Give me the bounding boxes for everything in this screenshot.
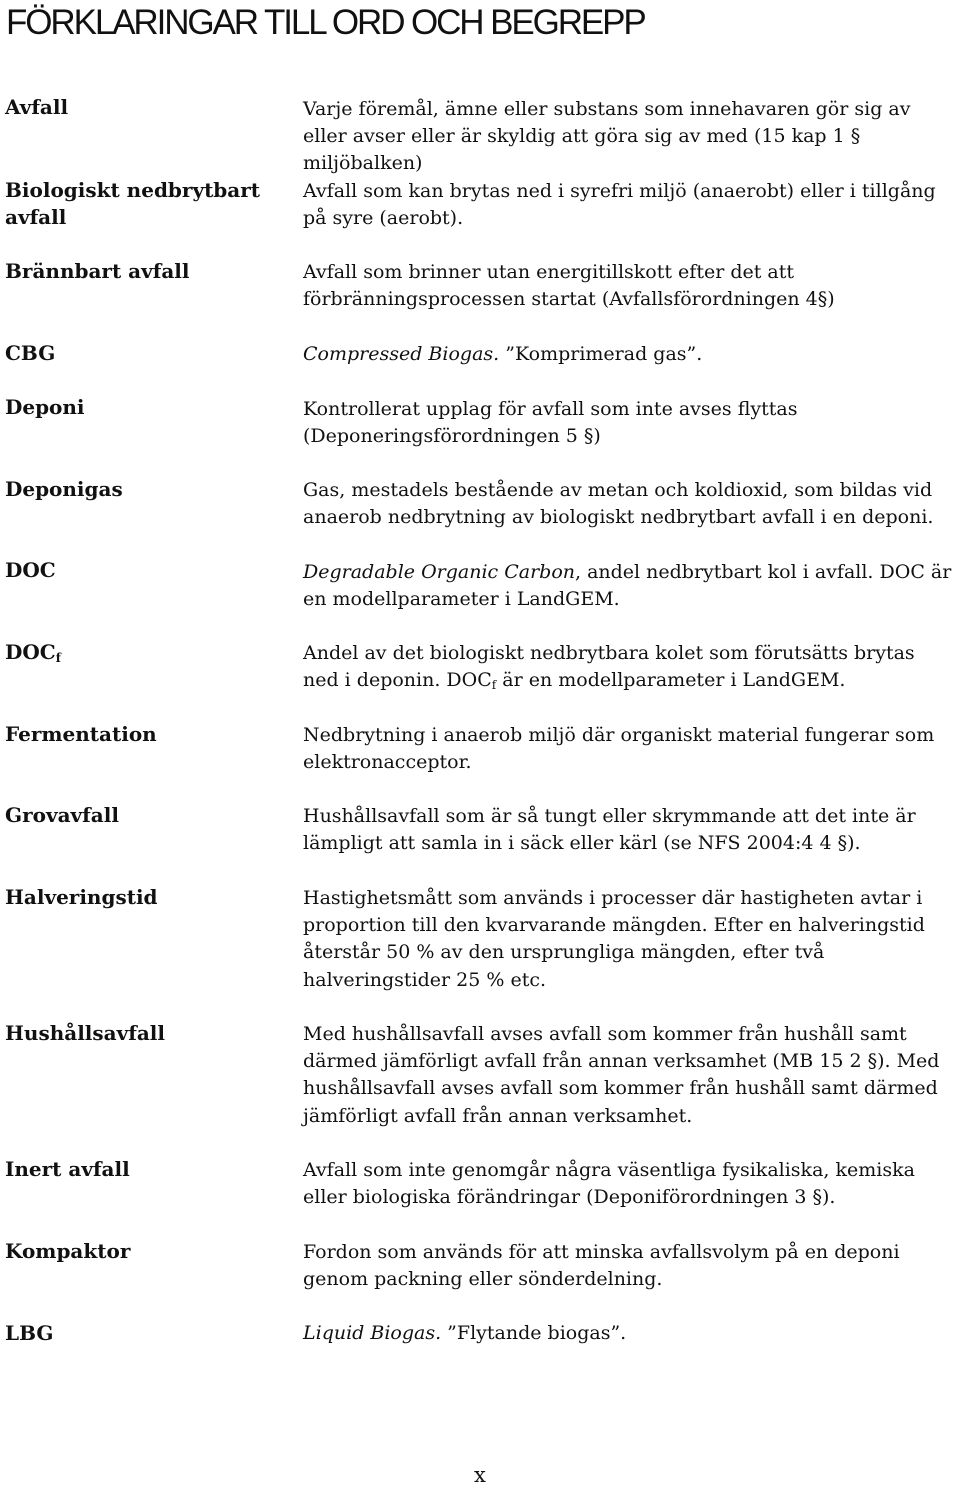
definition-hushallsavfall: Med hushållsavfall avses avfall som kommer från hushåll samt därmed jämförligt avfall från annan verksamhet (MB 15 2 §). Med hushållsavfall avses avfall som kommer från hushåll samt därmed jämförligt avfall från annan verksamhet. xyxy=(303,1023,940,1127)
definition-biologiskt-nedbrytbart-avfall: Avfall som kan brytas ned i syrefri miljö (anaerobt) eller i tillgång på syre (aerobt). xyxy=(303,180,936,230)
term-biologiskt-nedbrytbart-avfall: Biologiskt nedbrytbart avfall xyxy=(5,178,261,229)
definition-doc-italic: Degradable Organic Carbon xyxy=(303,561,575,583)
definition-halveringstid: Hastighetsmått som används i processer där hastigheten avtar i proportion till den kvarvarande mängden. Efter en halveringstid återstår 50 % av den ursprungliga mängden, efter två halveringstider 25 % etc. xyxy=(303,887,925,991)
term-docf-base: DOC xyxy=(5,640,56,664)
definition-lbg xyxy=(303,1320,953,1347)
definition-docf-subscript: f xyxy=(491,678,497,693)
term-docf-subscript: f xyxy=(55,651,61,665)
definition-deponigas: Gas, mestadels bestående av metan och koldioxid, som bildas vid anaerob nedbrytning av biologiskt nedbrytbart avfall i en deponi. xyxy=(303,479,934,529)
definition-docf xyxy=(303,640,953,699)
definition-doc xyxy=(303,559,953,613)
definition-kompaktor: Fordon som används för att minska avfallsvolym på en deponi genom packning eller sönderdelning. xyxy=(303,1241,900,1291)
definition-inert-avfall: Avfall som inte genomgår några väsentliga fysikaliska, kemiska eller biologiska förändringar (Deponiförordningen 3 §). xyxy=(303,1159,915,1209)
page-title: FÖRKLARINGAR TILL ORD OCH BEGREPP xyxy=(6,3,645,42)
definition-cbg-italic: Compressed Biogas. xyxy=(303,343,500,365)
definition-lbg-italic: Liquid Biogas. xyxy=(303,1322,442,1344)
definition-doc-text: , andel nedbrytbart kol i avfall. DOC är en modellparameter i LandGEM. xyxy=(303,561,952,611)
term-fermentation: Fermentation xyxy=(5,722,157,746)
definition-cbg xyxy=(303,341,953,368)
term-docf xyxy=(5,639,285,672)
term-hushallsavfall: Hushållsavfall xyxy=(5,1021,165,1045)
term-avfall: Avfall xyxy=(5,95,69,119)
definition-grovavfall: Hushållsavfall som är så tungt eller skrymmande att det inte är lämpligt att samla in i säck eller kärl (se NFS 2004:4 4 §). xyxy=(303,805,916,855)
definition-fermentation: Nedbrytning i anaerob miljö där organiskt material fungerar som elektronacceptor. xyxy=(303,724,935,774)
definition-cbg-text: ”Komprimerad gas”. xyxy=(499,343,703,365)
definition-deponi: Kontrollerat upplag för avfall som inte avses flyttas (Deponeringsförordningen 5 §) xyxy=(303,398,798,448)
term-doc: DOC xyxy=(5,558,56,582)
page-number: x xyxy=(474,1463,486,1487)
term-lbg: LBG xyxy=(5,1321,54,1345)
definition-lbg-text: ”Flytande biogas”. xyxy=(441,1322,627,1344)
term-deponi: Deponi xyxy=(5,395,85,419)
definition-docf-text: Andel av det biologiskt nedbrytbara kolet som förutsätts brytas ned i deponin. DOC xyxy=(303,642,915,692)
definition-brannbart-avfall: Avfall som brinner utan energitillskott efter det att förbränningsprocessen startat (Avfallsförordningen 4§) xyxy=(303,261,835,311)
term-grovavfall: Grovavfall xyxy=(5,803,119,827)
term-kompaktor: Kompaktor xyxy=(5,1239,131,1263)
term-cbg: CBG xyxy=(5,341,56,365)
term-halveringstid: Halveringstid xyxy=(5,885,158,909)
term-deponigas: Deponigas xyxy=(5,477,123,501)
definition-docf-tail: är en modellparameter i LandGEM. xyxy=(496,669,846,692)
term-inert-avfall: Inert avfall xyxy=(5,1157,130,1181)
term-brannbart-avfall: Brännbart avfall xyxy=(5,259,190,283)
definition-avfall: Varje föremål, ämne eller substans som innehavaren gör sig av eller avser eller är skyldig att göra sig av med (15 kap 1 § miljöbalken) xyxy=(303,98,911,175)
